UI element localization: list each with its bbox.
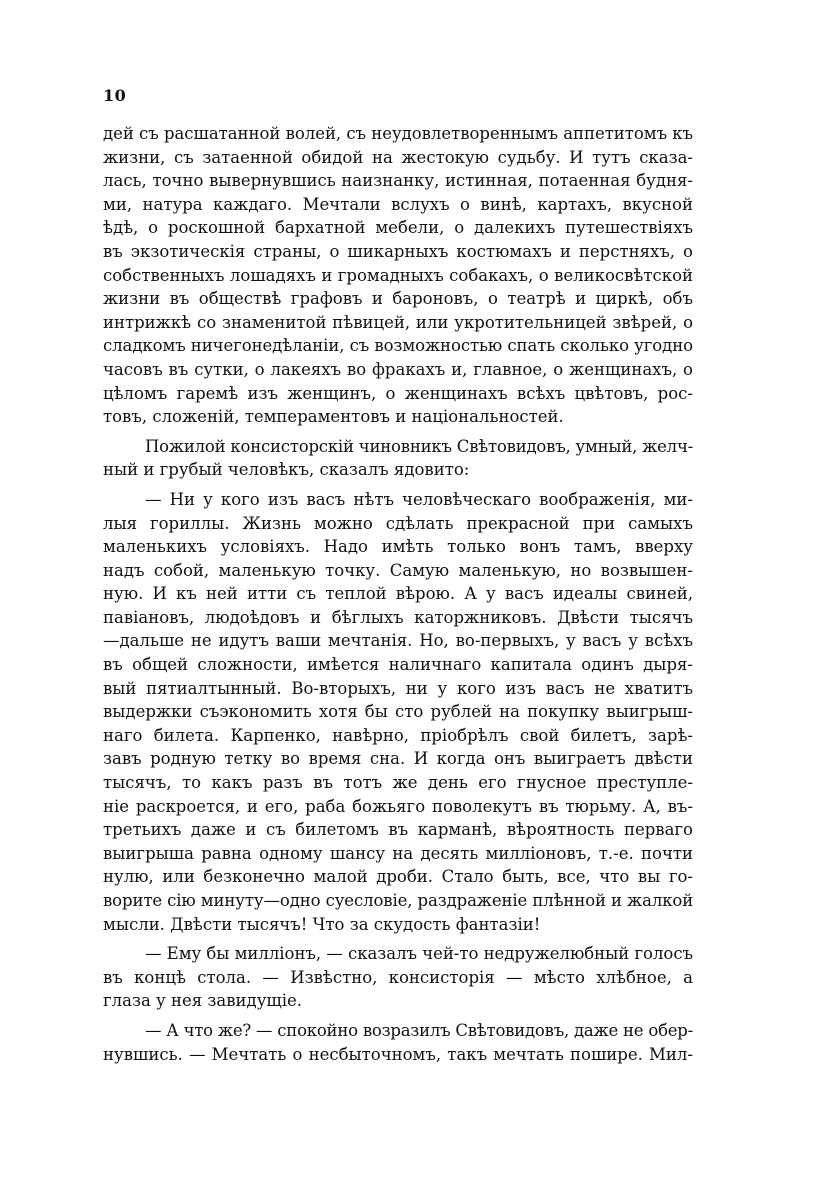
text-line: нувшись. — Мечтать о несбыточномъ, такъ мечтать пошире. Мил- [103,1044,693,1064]
text-line: вый пятиалтынный. Во-вторыхъ, ни у кого изъ васъ не хватитъ [103,678,693,698]
text-line: ѣдѣ, о роскошной бархатной мебели, о далекихъ путешествіяхъ [103,218,693,238]
text-line: сладкомъ ничегонедѣланіи, съ возможностью спать сколько угодно [103,336,693,356]
text-line: въ общей сложности, имѣется наличнаго капитала одинъ дыря- [103,655,693,675]
text-line: ніе раскроется, и его, раба божьяго поволекутъ въ тюрьму. А, въ- [103,796,693,816]
text-line: въ концѣ стола. — Извѣстно, консисторія — мѣсто хлѣбное, а [103,967,693,987]
text-line: дей съ расшатанной волей, съ неудовлетвореннымъ аппетитомъ къ [103,124,694,143]
text-line: нулю, или безконечно малой дроби. Стало быть, все, что вы го- [103,867,693,887]
paragraph [103,1019,693,1066]
text-line: въ экзотическія страны, о шикарныхъ костюмахъ и перстняхъ, о [103,241,693,261]
text-line: лыя гориллы. Жизнь можно сдѣлать прекрасной при самыхъ [103,513,693,533]
text-line: — Ему бы милліонъ, — сказалъ чей-то недружелюбный голосъ [145,944,693,964]
text-line: павіановъ, людоѣдовъ и бѣглыхъ каторжниковъ. Двѣсти тысячъ [103,607,693,627]
text-line: часовъ въ сутки, о лакеяхъ во фракахъ и, главное, о женщинахъ, о [103,359,693,379]
text-line: товъ, сложеній, темпераментовъ и національностей. [103,407,564,427]
text-line: — Ни у кого изъ васъ нѣтъ человѣческаго воображенія, ми- [145,489,693,509]
text-line: выигрыша равна одному шансу на десять милліоновъ, т.-е. почти [103,843,693,863]
paragraph [103,488,693,936]
paragraph [103,122,693,429]
text-line: наго билета. Карпенко, навѣрно, пріобрѣлъ свой билетъ, зарѣ- [103,725,693,745]
text-line: маленькихъ условіяхъ. Надо имѣть только вонъ тамъ, вверху [103,537,693,557]
paragraph [103,942,693,1013]
text-line: ную. И къ ней итти съ теплой вѣрою. А у васъ идеалы свиней, [103,584,693,604]
paragraph [103,435,693,482]
text-line: мысли. Двѣсти тысячъ! Что за скудость фантазіи! [103,914,541,934]
text-line: интрижкѣ со знаменитой пѣвицей, или укротительницей звѣрей, о [103,312,693,332]
page-number: 10 [103,86,127,105]
text-line: —дальше не идутъ ваши мечтанія. Но, во-первыхъ, у васъ у всѣхъ [103,631,693,651]
text-line: жизни въ обществѣ графовъ и бароновъ, о театрѣ и циркѣ, объ [103,289,693,309]
text-line: собственныхъ лошадяхъ и громадныхъ собакахъ, о великосвѣтской [103,265,693,285]
text-line: завъ родную тетку во время сна. И когда онъ выиграетъ двѣсти [103,749,693,769]
text-line: цѣломъ гаремѣ изъ женщинъ, о женщинахъ всѣхъ цвѣтовъ, рос- [103,383,693,403]
text-line: Пожилой консисторскій чиновникъ Свѣтовидовъ, умный, желч- [145,436,693,456]
text-line: ный и грубый человѣкъ, сказалъ ядовито: [103,460,470,480]
text-line: третьихъ даже и съ билетомъ въ карманѣ, вѣроятность перваго [103,820,693,840]
text-line: — А что же? — спокойно возразилъ Свѣтовидовъ, даже не обер- [145,1020,693,1040]
text-line: лась, точно вывернувшись наизнанку, истинная, потаенная будня- [103,171,693,191]
text-line: тысячъ, то какъ разъ въ тотъ же день его гнусное преступле- [103,773,693,793]
text-line: жизни, съ затаенной обидой на жестокую судьбу. И тутъ сказа- [103,147,693,167]
text-line: глаза у нея завидущіе. [103,991,303,1011]
text-line: ми, натура каждаго. Мечтали вслухъ о винѣ, картахъ, вкусной [103,194,693,214]
text-line: выдержки съэкономить хотя бы сто рублей на покупку выигрыш- [103,702,693,722]
text-line: ворите сію минуту—одно суесловіе, раздраженіе плѣнной и жалкой [103,891,694,910]
page-text [103,122,693,1066]
text-line: надъ собой, маленькую точку. Самую маленькую, но возвышен- [103,560,693,580]
